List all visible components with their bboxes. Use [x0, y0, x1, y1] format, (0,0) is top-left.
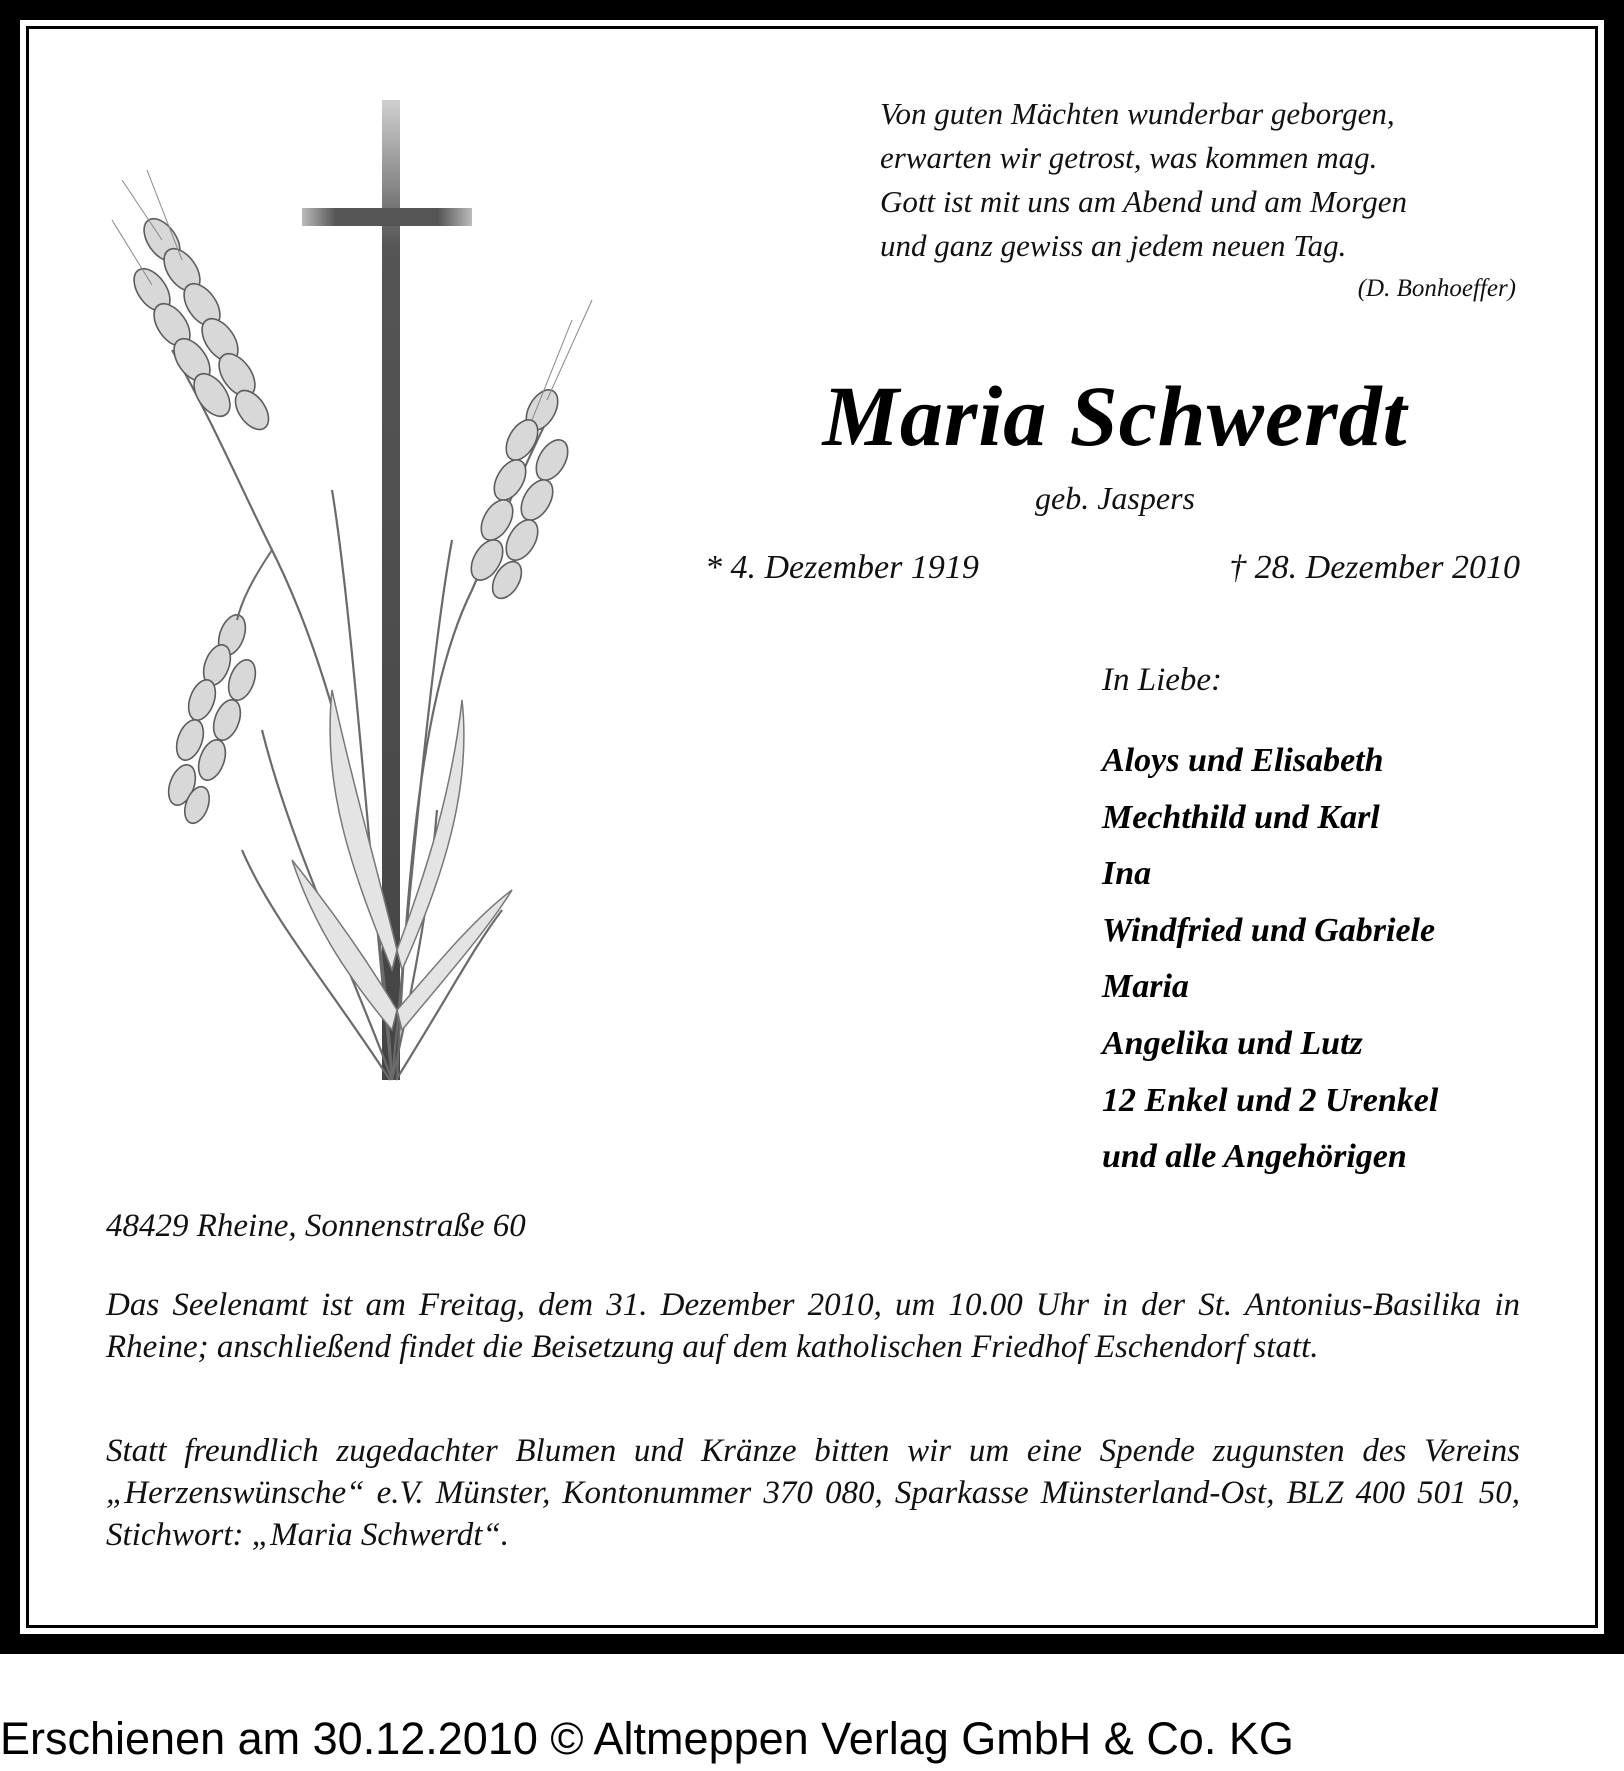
mourner-name: Mechthild und Karl	[1102, 798, 1380, 836]
maiden-name: geb. Jaspers	[1035, 480, 1195, 516]
quote-line: Von guten Mächten wunderbar geborgen,	[880, 96, 1395, 131]
birth-date: * 4. Dezember 1919	[705, 549, 979, 586]
mourner-name: Angelika und Lutz	[1102, 1024, 1363, 1062]
mourner-name: Aloys und Elisabeth	[1102, 742, 1384, 779]
quote-line: und ganz gewiss an jedem neuen Tag.	[880, 228, 1347, 263]
publication-footer: Erschienen am 30.12.2010 © Altmeppen Verlag GmbH & Co. KG	[0, 1713, 1294, 1764]
donation-request-text: Statt freundlich zugedachter Blumen und Kränze bitten wir um eine Spende zugunsten des Vereins „Herzenswünsche“ e.V. Münster, Kontonummer 370 080, Sparkasse Münsterland-Ost, BLZ 400 501 50, Stichwort: „Maria Schwerdt“.	[106, 1433, 1520, 1553]
deceased-name: Maria Schwerdt	[822, 368, 1408, 464]
quote-line: Gott ist mit uns am Abend und am Morgen	[880, 184, 1407, 219]
quote-line: erwarten wir getrost, was kommen mag.	[880, 140, 1378, 175]
bonhoeffer-quote	[880, 92, 1520, 308]
mourners-intro: In Liebe:	[1102, 662, 1223, 698]
mourner-name: Windfried und Gabriele	[1102, 911, 1436, 949]
mourner-name: Maria	[1102, 968, 1189, 1006]
funeral-service-text: Das Seelenamt ist am Freitag, dem 31. Dezember 2010, um 10.00 Uhr in der St. Antonius-Basilika in Rheine; anschließend findet die Beisetzung auf dem katholischen Friedhof Eschendorf statt.	[106, 1287, 1520, 1365]
mourner-name: und alle Angehörigen	[1102, 1138, 1407, 1176]
death-date: † 28. Dezember 2010	[1229, 549, 1520, 586]
family-address: 48429 Rheine, Sonnenstraße 60	[106, 1208, 526, 1244]
mourner-name: Ina	[1102, 855, 1152, 893]
quote-author: (D. Bonhoeffer)	[1357, 275, 1516, 302]
mourner-name: 12 Enkel und 2 Urenkel	[1102, 1081, 1439, 1119]
life-dates	[705, 545, 1520, 591]
cross-with-wheat-icon	[92, 90, 612, 1130]
mourners-list	[1102, 733, 1562, 1186]
